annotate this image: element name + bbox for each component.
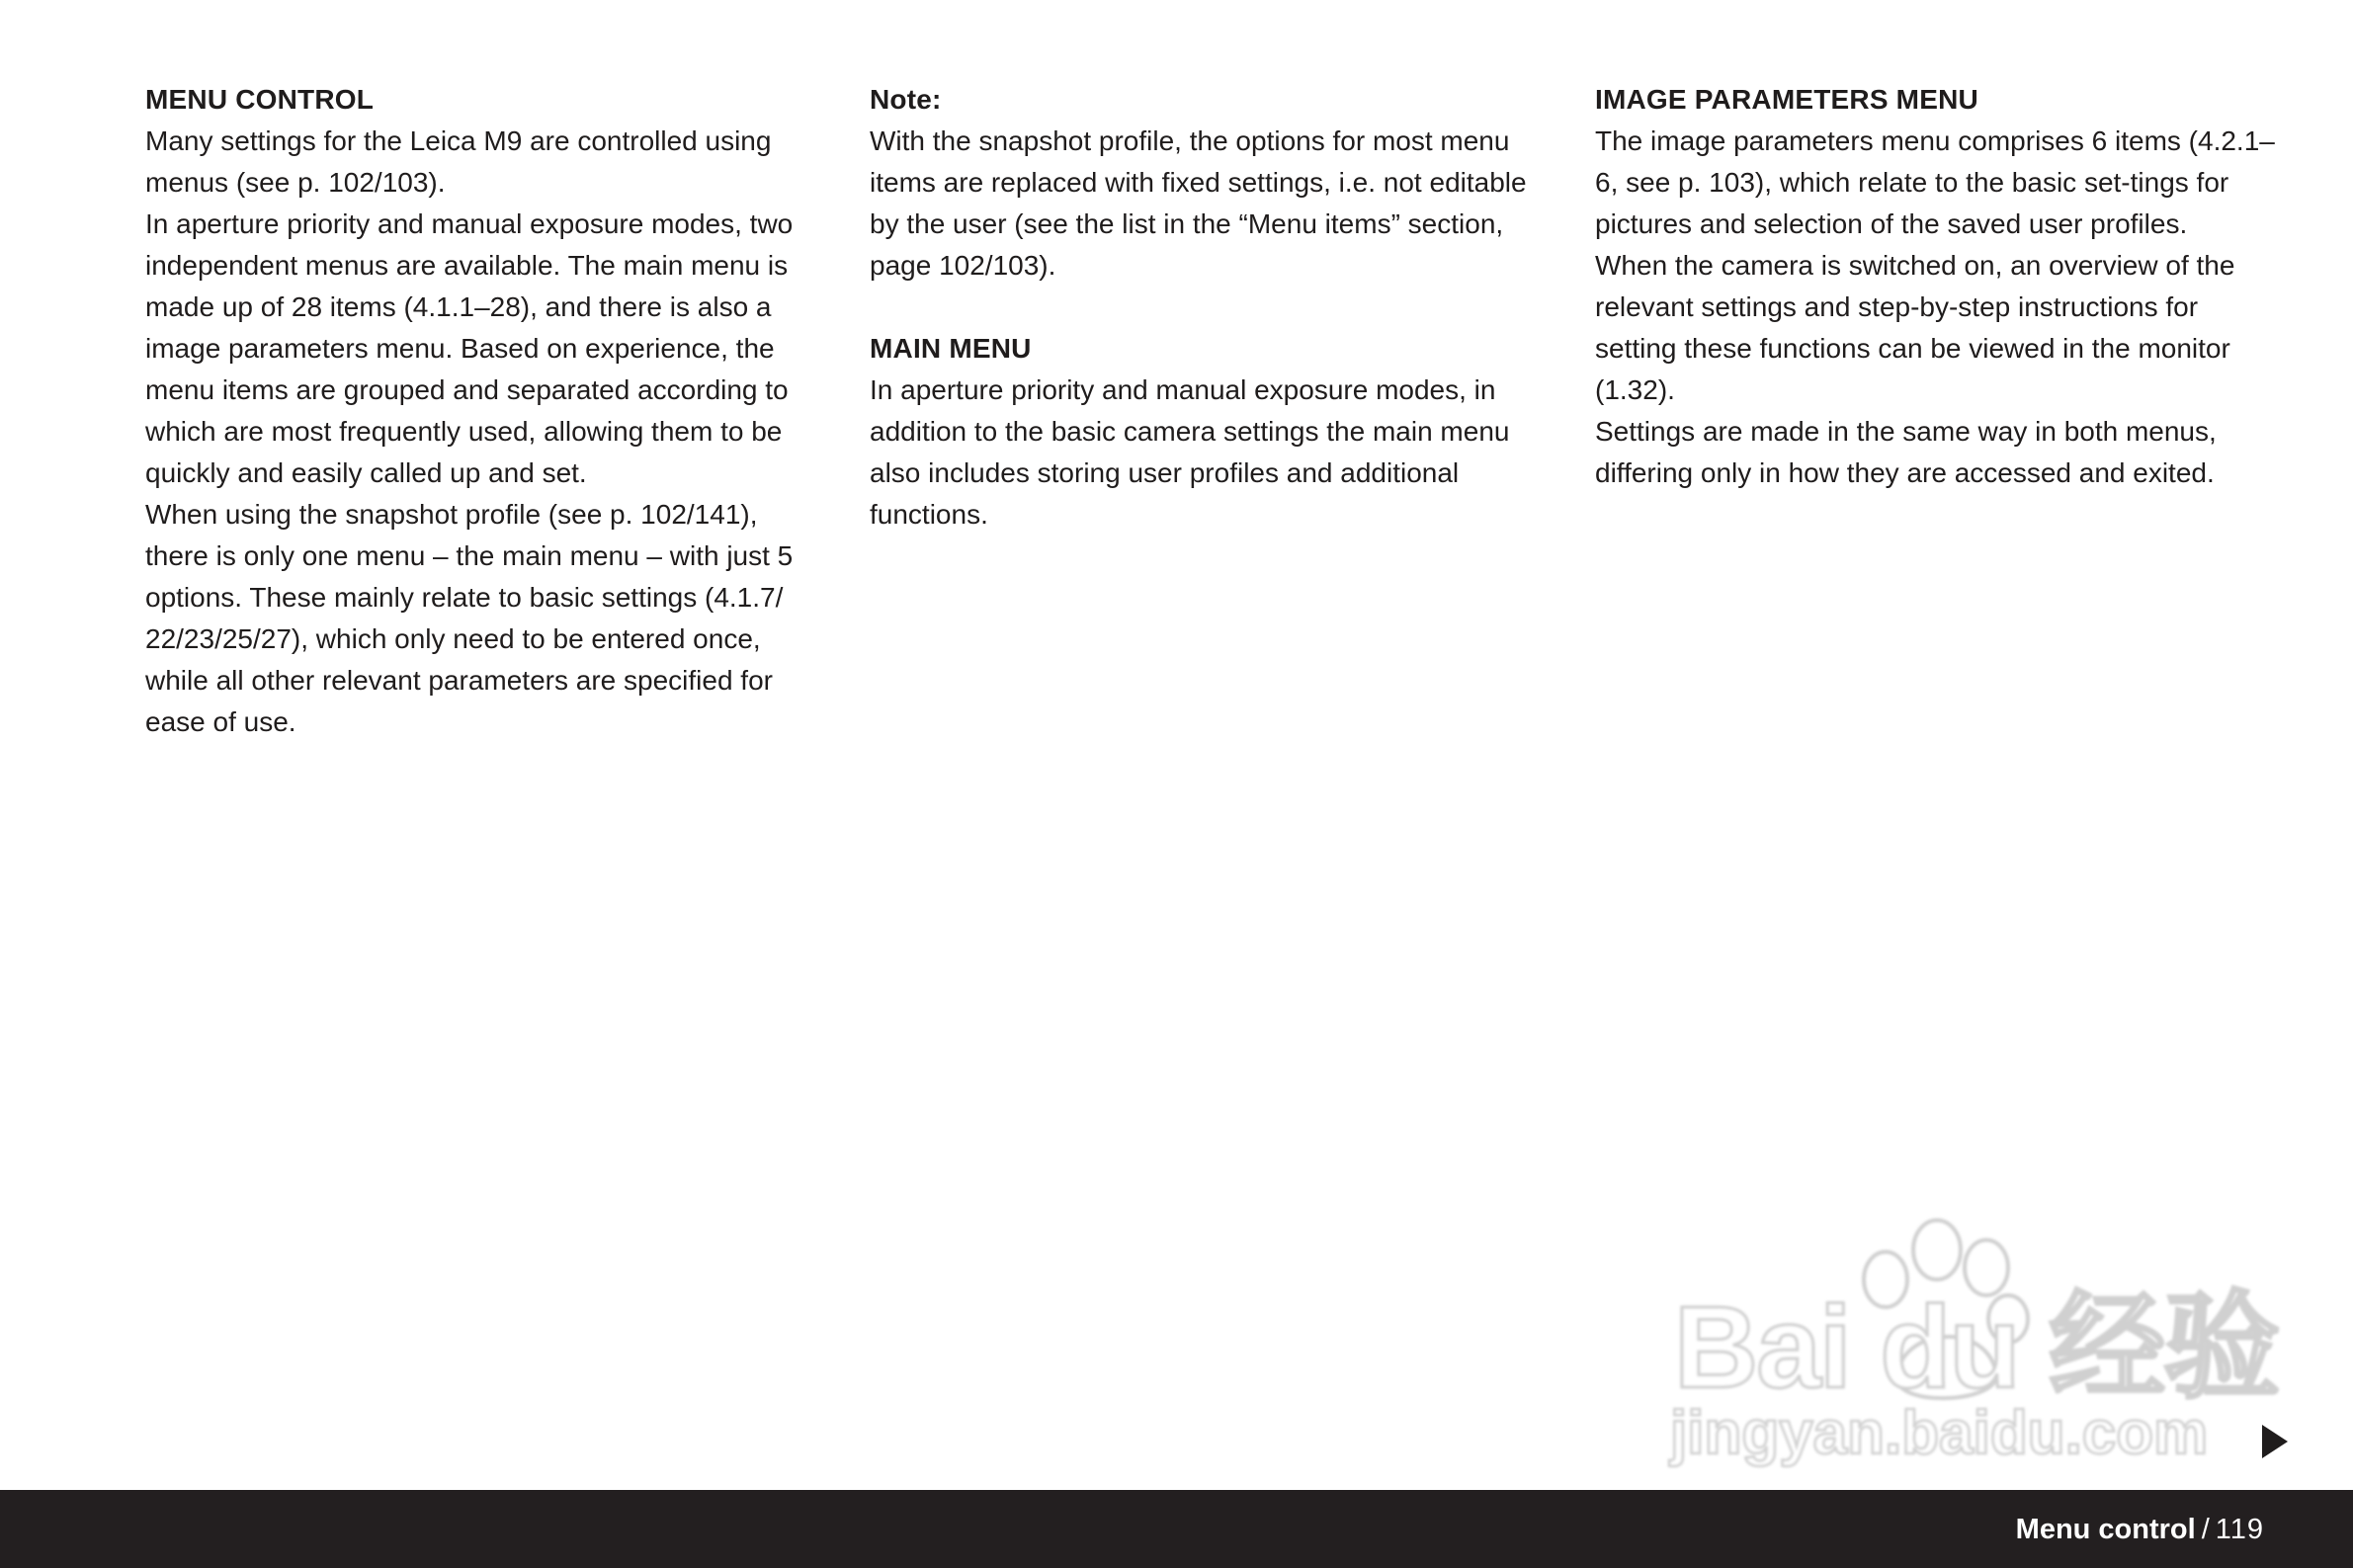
- column-menu-control: [145, 79, 827, 743]
- page-number: 119: [2215, 1514, 2264, 1545]
- paragraph: Many settings for the Leica M9 are controlled using menus (see p. 102/103).: [145, 125, 772, 198]
- paragraph: When the camera is switched on, an overview of the relevant settings and step-by-step instructions for setting these functions can be viewed in the monitor (1.32).: [1595, 250, 2235, 405]
- heading-main-menu: MAIN MENU: [870, 333, 1032, 364]
- paragraph: When using the snapshot profile (see p. 102/141), there is only one menu – the main menu – with just 5 options. These mainly relate to basic settings (4.1.7/ 22/23/25/27), which only need to be entered once, while all other relevant parameters are specified for ease of use.: [145, 499, 794, 737]
- heading-note: Note:: [870, 84, 942, 115]
- footer-separator: /: [2201, 1514, 2210, 1545]
- paragraph: The image parameters menu comprises 6 items (4.2.1–6, see p. 103), which relate to the basic set-tings for pictures and selection of the saved user profiles.: [1595, 125, 2275, 239]
- main-menu-text: In aperture priority and manual exposure modes, in addition to the basic camera settings the main menu also includes storing user profiles and additional functions.: [870, 374, 1510, 530]
- watermark-url: jingyan.baidu.com: [1670, 1399, 2209, 1467]
- spacer: [870, 287, 1552, 328]
- note-text: With the snapshot profile, the options for most menu items are replaced with fixed settings, i.e. not editable by the user (see the list in the “Menu items” section, page 102/103).: [870, 125, 1527, 281]
- heading-image-parameters-menu: IMAGE PARAMETERS MENU: [1595, 84, 1978, 115]
- column-note-main-menu: [870, 79, 1552, 536]
- footer-bar: [0, 1490, 2353, 1568]
- footer-label: [2016, 1510, 2264, 1549]
- watermark-brand: Bai du 经验: [1674, 1282, 2279, 1413]
- footer-section-title: Menu control: [2015, 1514, 2196, 1545]
- paragraph: In aperture priority and manual exposure modes, two independent menus are available. The main menu is made up of 28 items (4.1.1–28), and there is also a image parameters menu. Based on experience, the menu items are grouped and separated according to which are most frequently used, allowing them to be quickly and easily called up and set.: [145, 208, 794, 488]
- baidu-watermark: [1660, 1210, 2279, 1477]
- play-triangle-icon[interactable]: [2262, 1425, 2288, 1458]
- paragraph: Settings are made in the same way in both menus, differing only in how they are accessed and exited.: [1595, 416, 2217, 488]
- column-image-parameters-menu: [1595, 79, 2277, 494]
- heading-menu-control: MENU CONTROL: [145, 84, 375, 115]
